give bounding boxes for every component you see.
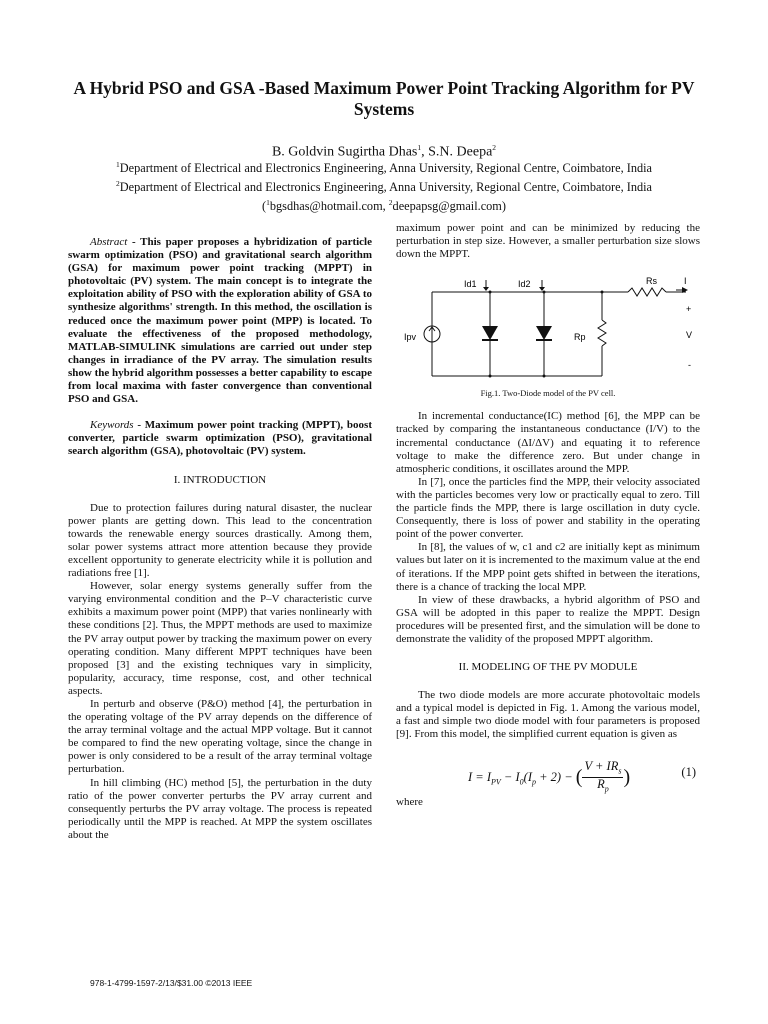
diode-2-symbol: [536, 326, 552, 340]
label-rs: Rs: [646, 276, 657, 287]
right-top-paragraph: maximum power point and can be minimized by reducing the perturbation in step size. However, a smaller perturbation size slows down the MPPT.: [396, 222, 700, 261]
section2-paragraph: The two diode models are more accurate photovoltaic models and a typical model is depicted in Fig. 1. Among the various model, a fast and simple two diode model with four parameters is proposed [9]. From this model, the simplified current equation is given as: [396, 689, 700, 741]
figure-two-diode-model: [396, 268, 700, 384]
eq-fraction: [582, 760, 623, 796]
emails-open: (: [262, 199, 267, 214]
eq-num-text: V + IR: [584, 758, 619, 773]
email-2-sup: 2: [388, 198, 393, 208]
eq-sub-0: 0: [519, 777, 524, 786]
copyright-footer: 978-1-4799-1597-2/13/$31.00 ©2013 IEEE: [90, 978, 253, 988]
label-id2: Id2: [518, 279, 531, 290]
eq-numerator: [582, 760, 623, 779]
author-2: , S.N. Deepa: [421, 144, 493, 160]
abstract-text: - This paper proposes a hybridization of particle swarm optimization (PSO) and gravitational search algorithm (GSA) for maximum power point tracking (MPPT) in photovoltaic (PV) system. The main concept is to integrate the exploitation ability of PSO with the exploration ability of GSA to synthesize algorithms' strength. In this method, the oscillation is reduced once the maximum power point (MPP) is located. To evaluate the effectiveness of the proposed methodology, MATLAB-SIMULINK simulations are carried out under step changes in irradiance of the PV array. The simulation results show the hybrid algorithm possesses a better capability to escape from local maxima with faster convergence than conventional PSO and GSA.: [68, 236, 372, 406]
affiliation-1-sup: 1: [116, 160, 120, 169]
equation-number: (1): [681, 764, 696, 779]
equation-1: [396, 752, 700, 796]
intro-paragraph-2: However, solar energy systems generally suffer from the varying environmental condition and the P–V characteristic curve exhibits a maximum power point (MPP) that varies nonlinearly with these conditions [2]. Thus, the MPPT methods are used to maximize the PV array output power by tracking the maximum power on every operating condition. Many different MPPT techniques have been proposed [3] and the existing techniques vary in simplicity, popularity, accuracy, time response, cost, and other technical aspects.: [68, 580, 372, 697]
intro-paragraph-4: In hill climbing (HC) method [5], the perturbation in the duty ratio of the power converter perturbs the PV array current and consequently perturbs the PV array voltage. The process is repeated periodically until the MPP is reached. At MPP the system oscillates about the: [68, 776, 372, 841]
eq-left-paren: (: [575, 766, 583, 789]
abstract-label: Abstract: [90, 236, 128, 248]
eq-plus2: + 2) −: [535, 769, 576, 784]
affiliation-2-sup: 2: [116, 179, 120, 189]
email-1: bgsdhas@hotmail.com,: [269, 199, 389, 214]
abstract: [68, 236, 372, 406]
keywords: [68, 419, 372, 458]
keywords-text: - Maximum power point tracking (MPPT), boost converter, particle swarm optimization (PSO), gravitational search algorithm (GSA), photovoltaic (PV) system.: [68, 419, 372, 458]
right-paragraph-4: In view of these drawbacks, a hybrid algorithm of PSO and GSA will be adopted in this paper to realize the MPPT. Design procedures will be presented first, and the simulation will be done to demonstrate the validity of the proposed MPPT algorithm.: [396, 593, 700, 645]
intro-paragraph-1: Due to protection failures during natural disaster, the nuclear power plants are getting down. This lead to the concentration towards the renewable energy sources drastically. Among them, solar power systems attract more attention because they provide excellent opportunity to generate electricity while it is pollution and radiations free [1].: [68, 501, 372, 580]
eq-right-paren: ): [623, 766, 631, 789]
eq-mid: − I: [500, 769, 520, 784]
right-paragraph-2: In [7], once the particles find the MPP, their velocity associated with the particles becomes very low or practically equal to zero. Till the particle finds the MPP, there is large oscillation in duty cycle. Consequently, there is loss of power and stability in the operating point of the power converter.: [396, 475, 700, 541]
section-heading-introduction: I. INTRODUCTION: [173, 473, 267, 486]
affiliation-2: [70, 176, 698, 195]
where-text: where: [396, 795, 423, 808]
label-id1: Id1: [464, 279, 477, 290]
author-2-sup: 2: [492, 143, 497, 152]
eq-sub-s: s: [618, 766, 622, 776]
eq-lhs: I = I: [468, 769, 492, 784]
author-1-sup: 1: [417, 143, 422, 152]
eq-sub-pv: PV: [491, 777, 501, 786]
label-rp: Rp: [574, 332, 586, 343]
diode-1-symbol: [482, 326, 498, 340]
emails: [70, 195, 698, 214]
label-plus: +: [686, 304, 692, 315]
affiliation-1: [70, 157, 698, 176]
eq-sub-p: p: [531, 777, 536, 786]
figure-caption: Fig.1. Two-Diode model of the PV cell.: [480, 388, 616, 399]
eq-paren: (I: [523, 769, 532, 784]
eq-den-text: R: [597, 777, 605, 792]
right-paragraph-1: In incremental conductance(IC) method [6], the MPP can be tracked by comparing the instantaneous conductance (I/V) to the incremental conductance (ΔI/ΔV) and equating it to reference voltage to make the difference zero. But under change in atmospheric conditions, it oscillates around the MPP.: [396, 410, 700, 475]
keywords-label: Keywords: [90, 419, 134, 432]
eq-sub-p2: p: [604, 784, 609, 794]
label-v: V: [686, 330, 693, 341]
affiliations: [70, 157, 698, 214]
left-column: [68, 236, 372, 842]
intro-paragraph-3: In perturb and observe (P&O) method [4], the perturbation in the operating voltage of the PV array depends on the difference of the array terminal voltage and the actual MPP voltage. But it cannot be compared to find the new operating voltage, since the change in power is only considered to be a result of the array terminal voltage perturbation.: [68, 698, 372, 776]
email-1-sup: 1: [266, 198, 270, 208]
label-minus: -: [688, 360, 691, 371]
right-paragraph-3: In [8], the values of w, c1 and c2 are initially kept as minimum values but later on it is incremented to the maximum value at the end of iterations. If the MPP point gets shifted in between the iterations, there is a chance of tracking the local MPP.: [396, 541, 700, 593]
eq-denominator: [582, 778, 623, 796]
label-ipv: Ipv: [404, 332, 417, 343]
right-column: [396, 222, 700, 809]
section-heading-modeling: II. MODELING OF THE PV MODULE: [458, 661, 638, 674]
circuit-diagram: [396, 268, 700, 384]
author-1: B. Goldvin Sugirtha Dhas: [271, 144, 418, 160]
affiliation-1-text: Department of Electrical and Electronics Engineering, Anna University, Regional Centre, Coimbatore, India: [119, 161, 652, 176]
affiliation-2-text: Department of Electrical and Electronics Engineering, Anna University, Regional Centre, Coimbatore, India: [119, 180, 652, 195]
equation-body: [468, 760, 630, 796]
email-2: deepapsg@gmail.com): [392, 199, 506, 214]
paper-title: A Hybrid PSO and GSA -Based Maximum Power Point Tracking Algorithm for PV Systems: [73, 78, 695, 119]
label-i: I: [684, 276, 687, 287]
